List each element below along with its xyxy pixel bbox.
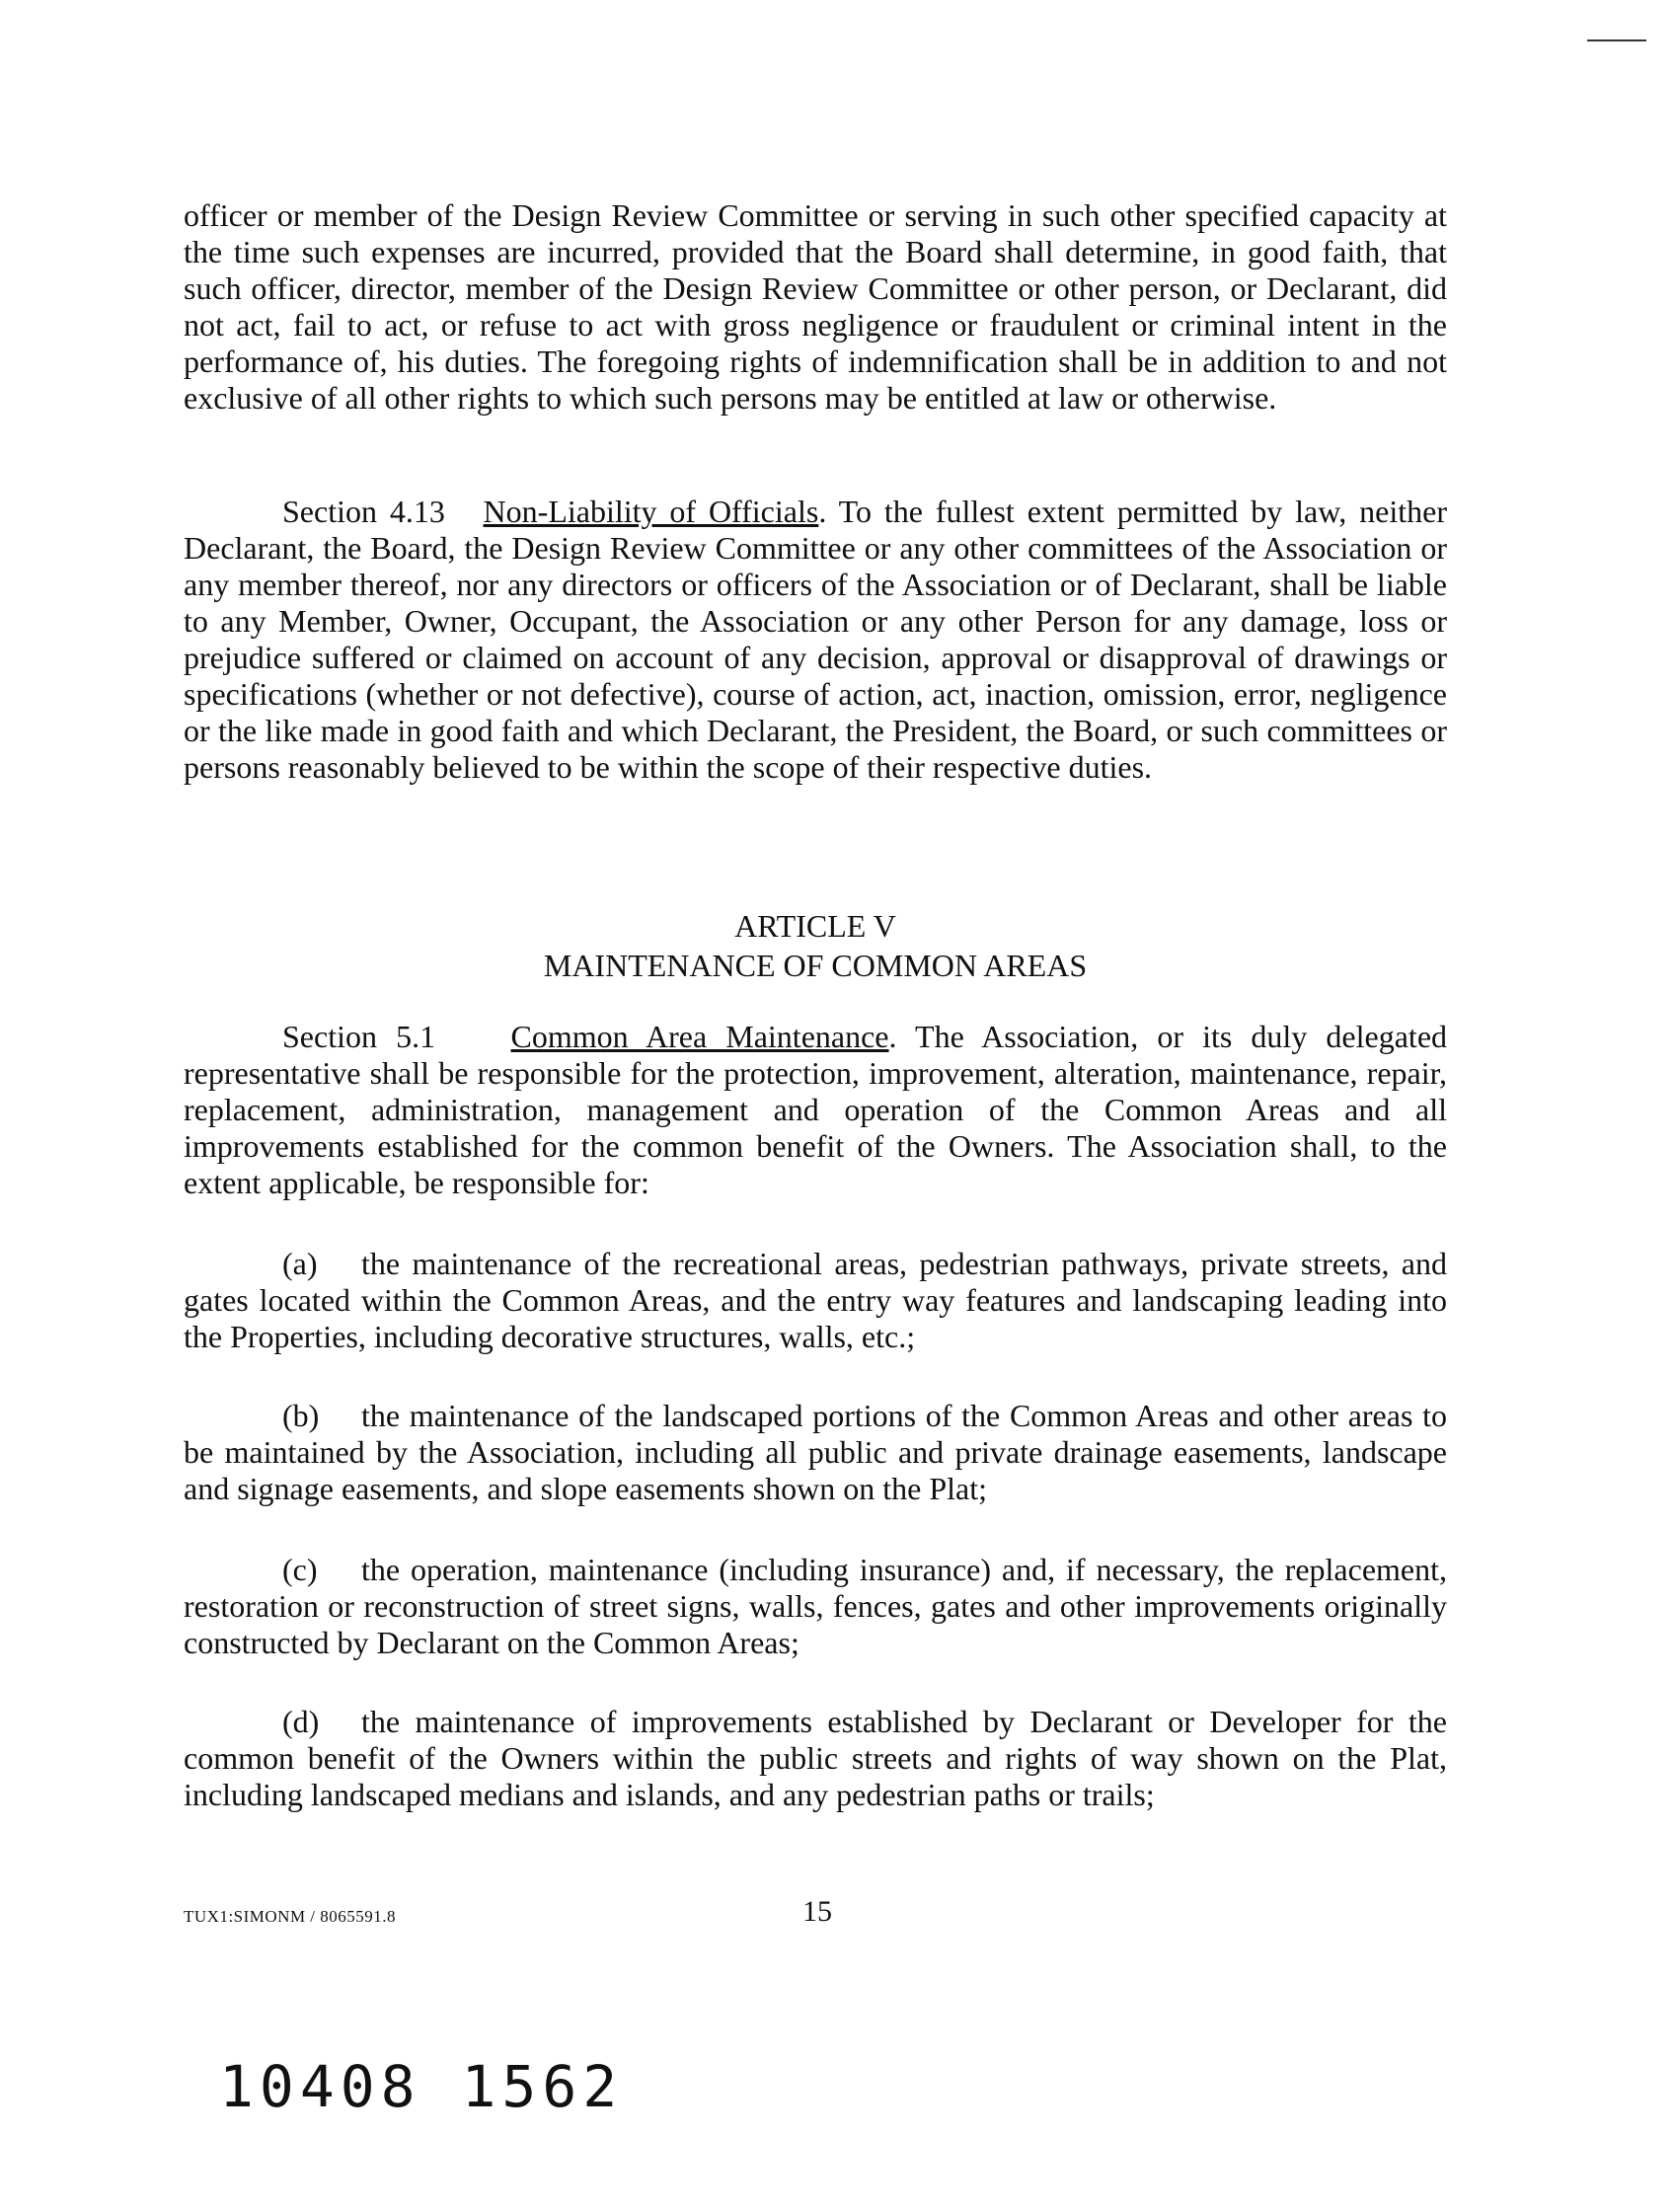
- section-4-13-title: Non-Liability of Officials: [483, 494, 819, 529]
- list-item-label: (b): [282, 1398, 320, 1433]
- list-item-text: the maintenance of the recreational areas, pedestrian pathways, private streets, and gates located within the Common Areas, and the entry way features and landscaping leading into the Properties, including decorative structures, walls, etc.;: [184, 1246, 1447, 1354]
- indemnification-paragraph: officer or member of the Design Review Committee or serving in such other specified capacity at the time such expenses are incurred, provided that the Board shall determine, in good faith, that such officer, director, member of the Design Review Committee or other person, or Declarant, did not act, fail to act, or refuse to act with gross negligence or fraudulent or criminal intent in the performance of, his duties. The foregoing rights of indemnification shall be in addition to and not exclusive of all other rights to which such persons may be entitled at law or otherwise.: [184, 197, 1447, 416]
- section-5-1-paragraph: [184, 1019, 1447, 1201]
- section-5-1-label: Section 5.1: [282, 1019, 436, 1054]
- page-number: 15: [802, 1895, 832, 1928]
- list-item-c: [184, 1552, 1447, 1661]
- list-item-label: (c): [282, 1552, 318, 1587]
- article-title: MAINTENANCE OF COMMON AREAS: [543, 948, 1088, 983]
- list-item-d: [184, 1704, 1447, 1813]
- article-number: ARTICLE V: [734, 908, 896, 944]
- section-5-1-title: Common Area Maintenance: [510, 1019, 889, 1054]
- document-reference: TUX1:SIMONM / 8065591.8: [184, 1907, 397, 1926]
- list-item-text: the operation, maintenance (including insurance) and, if necessary, the replacement, restoration or reconstruction of street signs, walls, fences, gates and other improvements originally constructed by Declarant on the Common Areas;: [184, 1552, 1447, 1660]
- section-4-13-body: . To the fullest extent permitted by law, neither Declarant, the Board, the Design Review Committee or any other committees of the Association or any member thereof, nor any directors or officers of the Association or of Declarant, shall be liable to any Member, Owner, Occupant, the Association or any other Person for any damage, loss or prejudice suffered or claimed on account of any decision, approval or disapproval of drawings or specifications (whether or not defective), course of action, act, inaction, omission, error, negligence or the like made in good faith and which Declarant, the President, the Board, or such committees or persons reasonably believed to be within the scope of their respective duties.: [184, 494, 1448, 785]
- recording-stamp: 10408 1562: [219, 2053, 624, 2120]
- list-item-label: (a): [282, 1246, 318, 1281]
- scan-mark: [1587, 39, 1646, 41]
- section-4-13-paragraph: [184, 494, 1447, 786]
- list-item-text: the maintenance of the landscaped portions of the Common Areas and other areas to be maintained by the Association, including all public and private drainage easements, landscape and signage easements, and slope easements shown on the Plat;: [184, 1398, 1447, 1506]
- section-5-1-body: . The Association, or its duly delegated representative shall be responsible for the protection, improvement, alteration, maintenance, repair, replacement, administration, management and operation of the Common Areas and all improvements established for the common benefit of the Owners. The Association shall, to the extent applicable, be responsible for:: [184, 1019, 1448, 1200]
- list-item-label: (d): [282, 1704, 320, 1739]
- list-item-b: [184, 1398, 1447, 1507]
- list-item-a: [184, 1246, 1447, 1355]
- section-4-13-label: Section 4.13: [282, 494, 445, 529]
- list-item-text: the maintenance of improvements established by Declarant or Developer for the common benefit of the Owners within the public streets and rights of way shown on the Plat, including landscaped medians and islands, and any pedestrian paths or trails;: [184, 1704, 1447, 1812]
